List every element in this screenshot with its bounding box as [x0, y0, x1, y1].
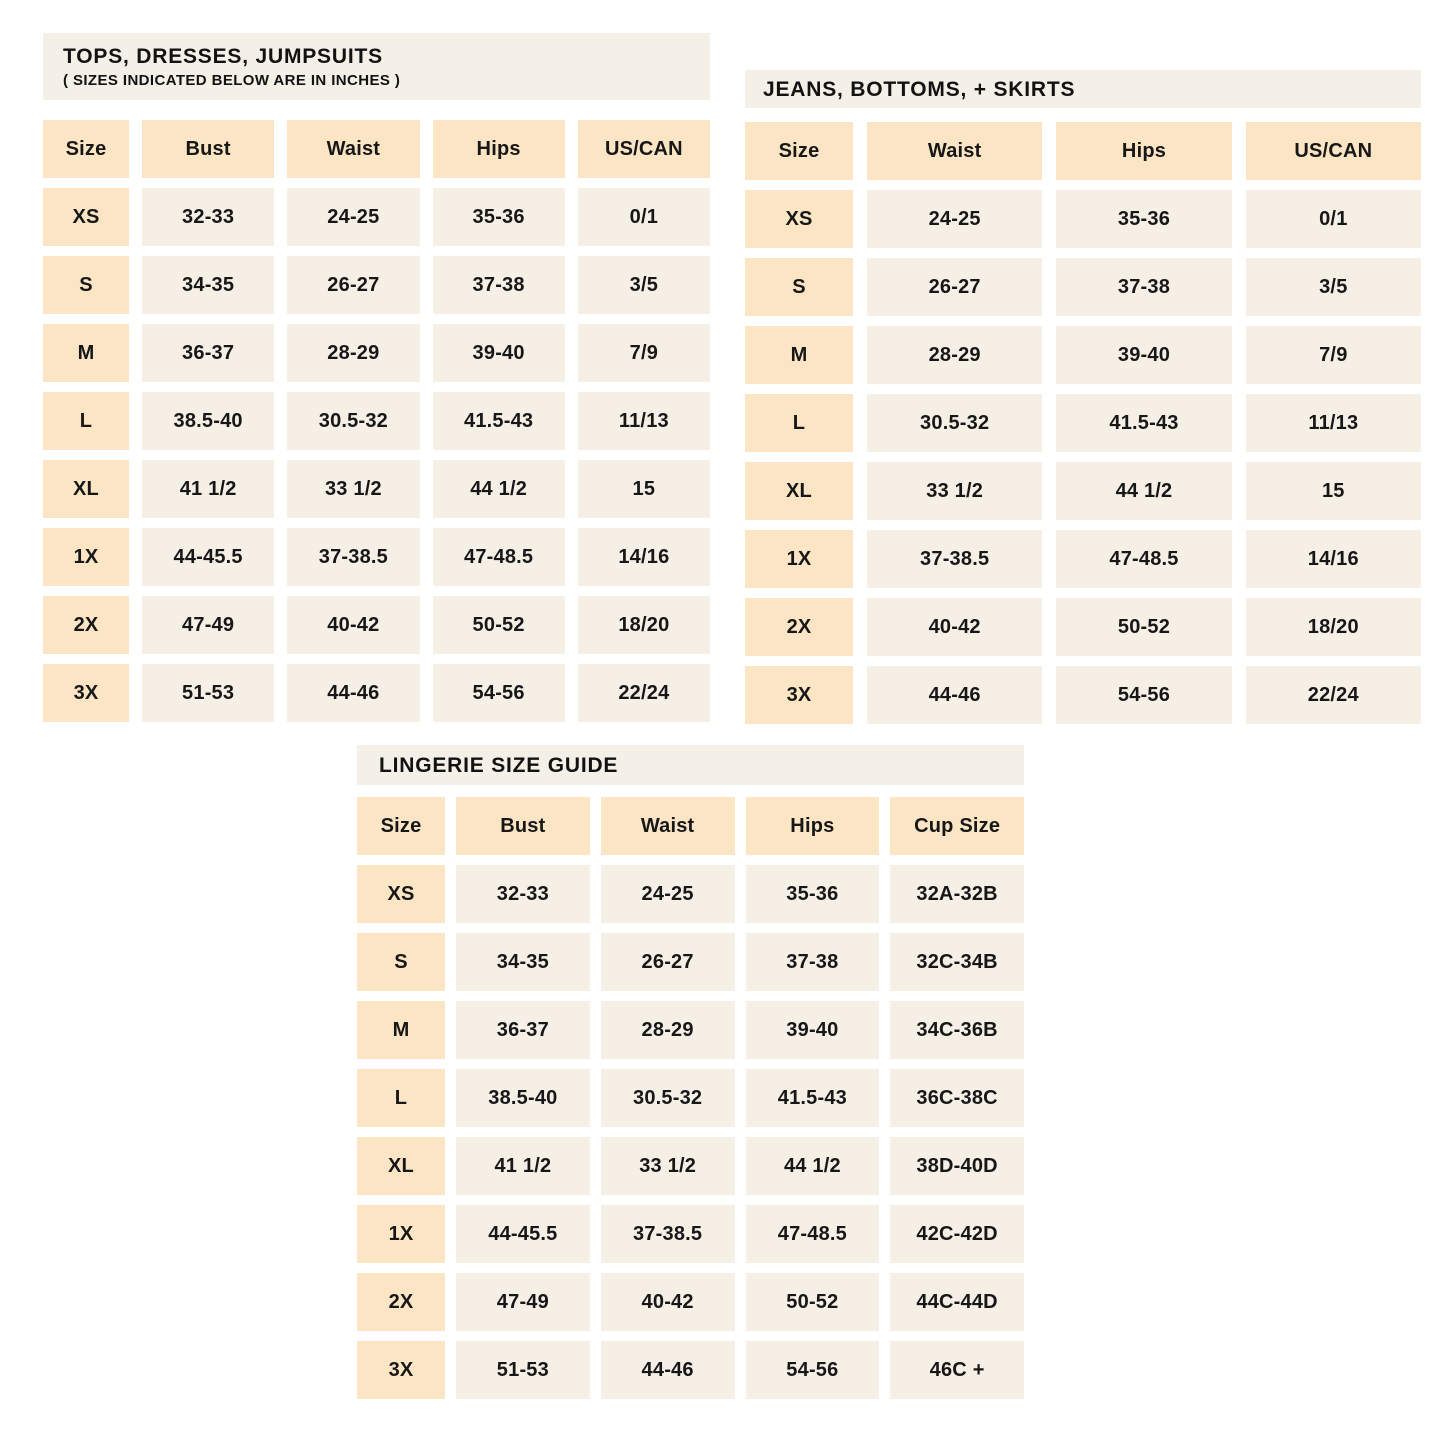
measurement-cell: 41.5-43	[433, 392, 565, 450]
measurement-cell: 37-38.5	[867, 530, 1042, 588]
measurement-cell: 40-42	[601, 1273, 735, 1331]
measurement-cell: 44-45.5	[456, 1205, 590, 1263]
size-cell: M	[745, 326, 853, 384]
measurement-cell: 30.5-32	[287, 392, 419, 450]
measurement-cell: 36C-38C	[890, 1069, 1024, 1127]
size-cell: S	[43, 256, 129, 314]
measurement-cell: 35-36	[1056, 190, 1231, 248]
measurement-cell: 0/1	[1246, 190, 1421, 248]
size-cell: 1X	[357, 1205, 445, 1263]
measurement-cell: 33 1/2	[867, 462, 1042, 520]
measurement-cell: 51-53	[142, 664, 274, 722]
size-cell: XS	[357, 865, 445, 923]
measurement-cell: 47-49	[142, 596, 274, 654]
column-header-cell: Waist	[867, 122, 1042, 180]
measurement-cell: 37-38	[1056, 258, 1231, 316]
measurement-cell: 44-46	[287, 664, 419, 722]
measurement-cell: 44-46	[601, 1341, 735, 1399]
measurement-cell: 47-48.5	[1056, 530, 1231, 588]
column-header-cell: US/CAN	[1246, 122, 1421, 180]
measurement-cell: 7/9	[1246, 326, 1421, 384]
measurement-cell: 26-27	[287, 256, 419, 314]
column-header-cell: Hips	[1056, 122, 1231, 180]
measurement-cell: 36-37	[456, 1001, 590, 1059]
measurement-cell: 44-46	[867, 666, 1042, 724]
measurement-cell: 46C +	[890, 1341, 1024, 1399]
measurement-cell: 32-33	[456, 865, 590, 923]
table-title-block	[43, 33, 710, 100]
measurement-cell: 54-56	[1056, 666, 1231, 724]
size-table-jeans-bottoms-skirts	[745, 70, 1421, 724]
column-header-cell: Waist	[601, 797, 735, 855]
table-title: JEANS, BOTTOMS, + SKIRTS	[763, 77, 1076, 101]
size-cell: L	[43, 392, 129, 450]
size-cell: XL	[43, 460, 129, 518]
measurement-cell: 41 1/2	[142, 460, 274, 518]
measurement-cell: 44 1/2	[746, 1137, 880, 1195]
measurement-cell: 42C-42D	[890, 1205, 1024, 1263]
column-header-cell: Hips	[433, 120, 565, 178]
column-header-cell: US/CAN	[578, 120, 710, 178]
measurement-cell: 54-56	[746, 1341, 880, 1399]
measurement-cell: 38.5-40	[142, 392, 274, 450]
measurement-cell: 18/20	[578, 596, 710, 654]
measurement-cell: 47-48.5	[433, 528, 565, 586]
measurement-cell: 44 1/2	[1056, 462, 1231, 520]
measurement-cell: 18/20	[1246, 598, 1421, 656]
measurement-cell: 26-27	[867, 258, 1042, 316]
measurement-cell: 32-33	[142, 188, 274, 246]
measurement-cell: 30.5-32	[601, 1069, 735, 1127]
measurement-cell: 14/16	[578, 528, 710, 586]
measurement-cell: 37-38	[433, 256, 565, 314]
measurement-cell: 15	[578, 460, 710, 518]
measurement-cell: 24-25	[601, 865, 735, 923]
size-cell: 1X	[43, 528, 129, 586]
size-cell: XS	[43, 188, 129, 246]
size-cell: 2X	[43, 596, 129, 654]
measurement-cell: 44C-44D	[890, 1273, 1024, 1331]
measurement-cell: 7/9	[578, 324, 710, 382]
size-cell: 2X	[745, 598, 853, 656]
measurement-cell: 50-52	[1056, 598, 1231, 656]
size-table-lingerie	[357, 745, 1024, 1399]
measurement-cell: 50-52	[746, 1273, 880, 1331]
size-cell: L	[357, 1069, 445, 1127]
measurement-cell: 11/13	[578, 392, 710, 450]
column-header-cell: Size	[43, 120, 129, 178]
measurement-cell: 37-38	[746, 933, 880, 991]
measurement-cell: 40-42	[287, 596, 419, 654]
measurement-cell: 24-25	[867, 190, 1042, 248]
table-title-block	[357, 745, 1024, 785]
measurement-cell: 33 1/2	[601, 1137, 735, 1195]
column-header-cell: Hips	[746, 797, 880, 855]
measurement-cell: 28-29	[867, 326, 1042, 384]
measurement-cell: 15	[1246, 462, 1421, 520]
measurement-cell: 41.5-43	[746, 1069, 880, 1127]
size-cell: XL	[745, 462, 853, 520]
measurement-cell: 11/13	[1246, 394, 1421, 452]
size-cell: M	[43, 324, 129, 382]
table-title: LINGERIE SIZE GUIDE	[379, 753, 619, 777]
table-subtitle: ( SIZES INDICATED BELOW ARE IN INCHES )	[63, 72, 401, 89]
column-header-cell: Size	[745, 122, 853, 180]
measurement-cell: 32A-32B	[890, 865, 1024, 923]
measurement-cell: 22/24	[578, 664, 710, 722]
table-grid	[745, 122, 1421, 724]
measurement-cell: 22/24	[1246, 666, 1421, 724]
table-title-block	[745, 70, 1421, 108]
measurement-cell: 34C-36B	[890, 1001, 1024, 1059]
table-title: TOPS, DRESSES, JUMPSUITS	[63, 45, 383, 68]
measurement-cell: 40-42	[867, 598, 1042, 656]
size-table-tops-dresses-jumpsuits	[43, 33, 710, 722]
table-grid	[357, 797, 1024, 1399]
size-cell: S	[745, 258, 853, 316]
measurement-cell: 3/5	[578, 256, 710, 314]
size-cell: M	[357, 1001, 445, 1059]
measurement-cell: 33 1/2	[287, 460, 419, 518]
measurement-cell: 14/16	[1246, 530, 1421, 588]
measurement-cell: 0/1	[578, 188, 710, 246]
column-header-cell: Waist	[287, 120, 419, 178]
size-cell: S	[357, 933, 445, 991]
size-cell: 2X	[357, 1273, 445, 1331]
measurement-cell: 35-36	[746, 865, 880, 923]
measurement-cell: 41.5-43	[1056, 394, 1231, 452]
measurement-cell: 28-29	[287, 324, 419, 382]
measurement-cell: 32C-34B	[890, 933, 1024, 991]
measurement-cell: 50-52	[433, 596, 565, 654]
measurement-cell: 44 1/2	[433, 460, 565, 518]
measurement-cell: 35-36	[433, 188, 565, 246]
measurement-cell: 41 1/2	[456, 1137, 590, 1195]
measurement-cell: 38.5-40	[456, 1069, 590, 1127]
measurement-cell: 37-38.5	[287, 528, 419, 586]
measurement-cell: 39-40	[1056, 326, 1231, 384]
measurement-cell: 34-35	[456, 933, 590, 991]
size-cell: L	[745, 394, 853, 452]
column-header-cell: Bust	[456, 797, 590, 855]
measurement-cell: 51-53	[456, 1341, 590, 1399]
measurement-cell: 37-38.5	[601, 1205, 735, 1263]
measurement-cell: 54-56	[433, 664, 565, 722]
size-cell: XS	[745, 190, 853, 248]
size-cell: 3X	[357, 1341, 445, 1399]
measurement-cell: 47-49	[456, 1273, 590, 1331]
measurement-cell: 24-25	[287, 188, 419, 246]
measurement-cell: 39-40	[433, 324, 565, 382]
measurement-cell: 39-40	[746, 1001, 880, 1059]
measurement-cell: 36-37	[142, 324, 274, 382]
column-header-cell: Cup Size	[890, 797, 1024, 855]
size-cell: 1X	[745, 530, 853, 588]
measurement-cell: 47-48.5	[746, 1205, 880, 1263]
column-header-cell: Size	[357, 797, 445, 855]
size-cell: XL	[357, 1137, 445, 1195]
measurement-cell: 30.5-32	[867, 394, 1042, 452]
measurement-cell: 38D-40D	[890, 1137, 1024, 1195]
measurement-cell: 34-35	[142, 256, 274, 314]
size-cell: 3X	[745, 666, 853, 724]
measurement-cell: 26-27	[601, 933, 735, 991]
size-cell: 3X	[43, 664, 129, 722]
measurement-cell: 44-45.5	[142, 528, 274, 586]
table-grid	[43, 120, 710, 722]
column-header-cell: Bust	[142, 120, 274, 178]
measurement-cell: 28-29	[601, 1001, 735, 1059]
measurement-cell: 3/5	[1246, 258, 1421, 316]
